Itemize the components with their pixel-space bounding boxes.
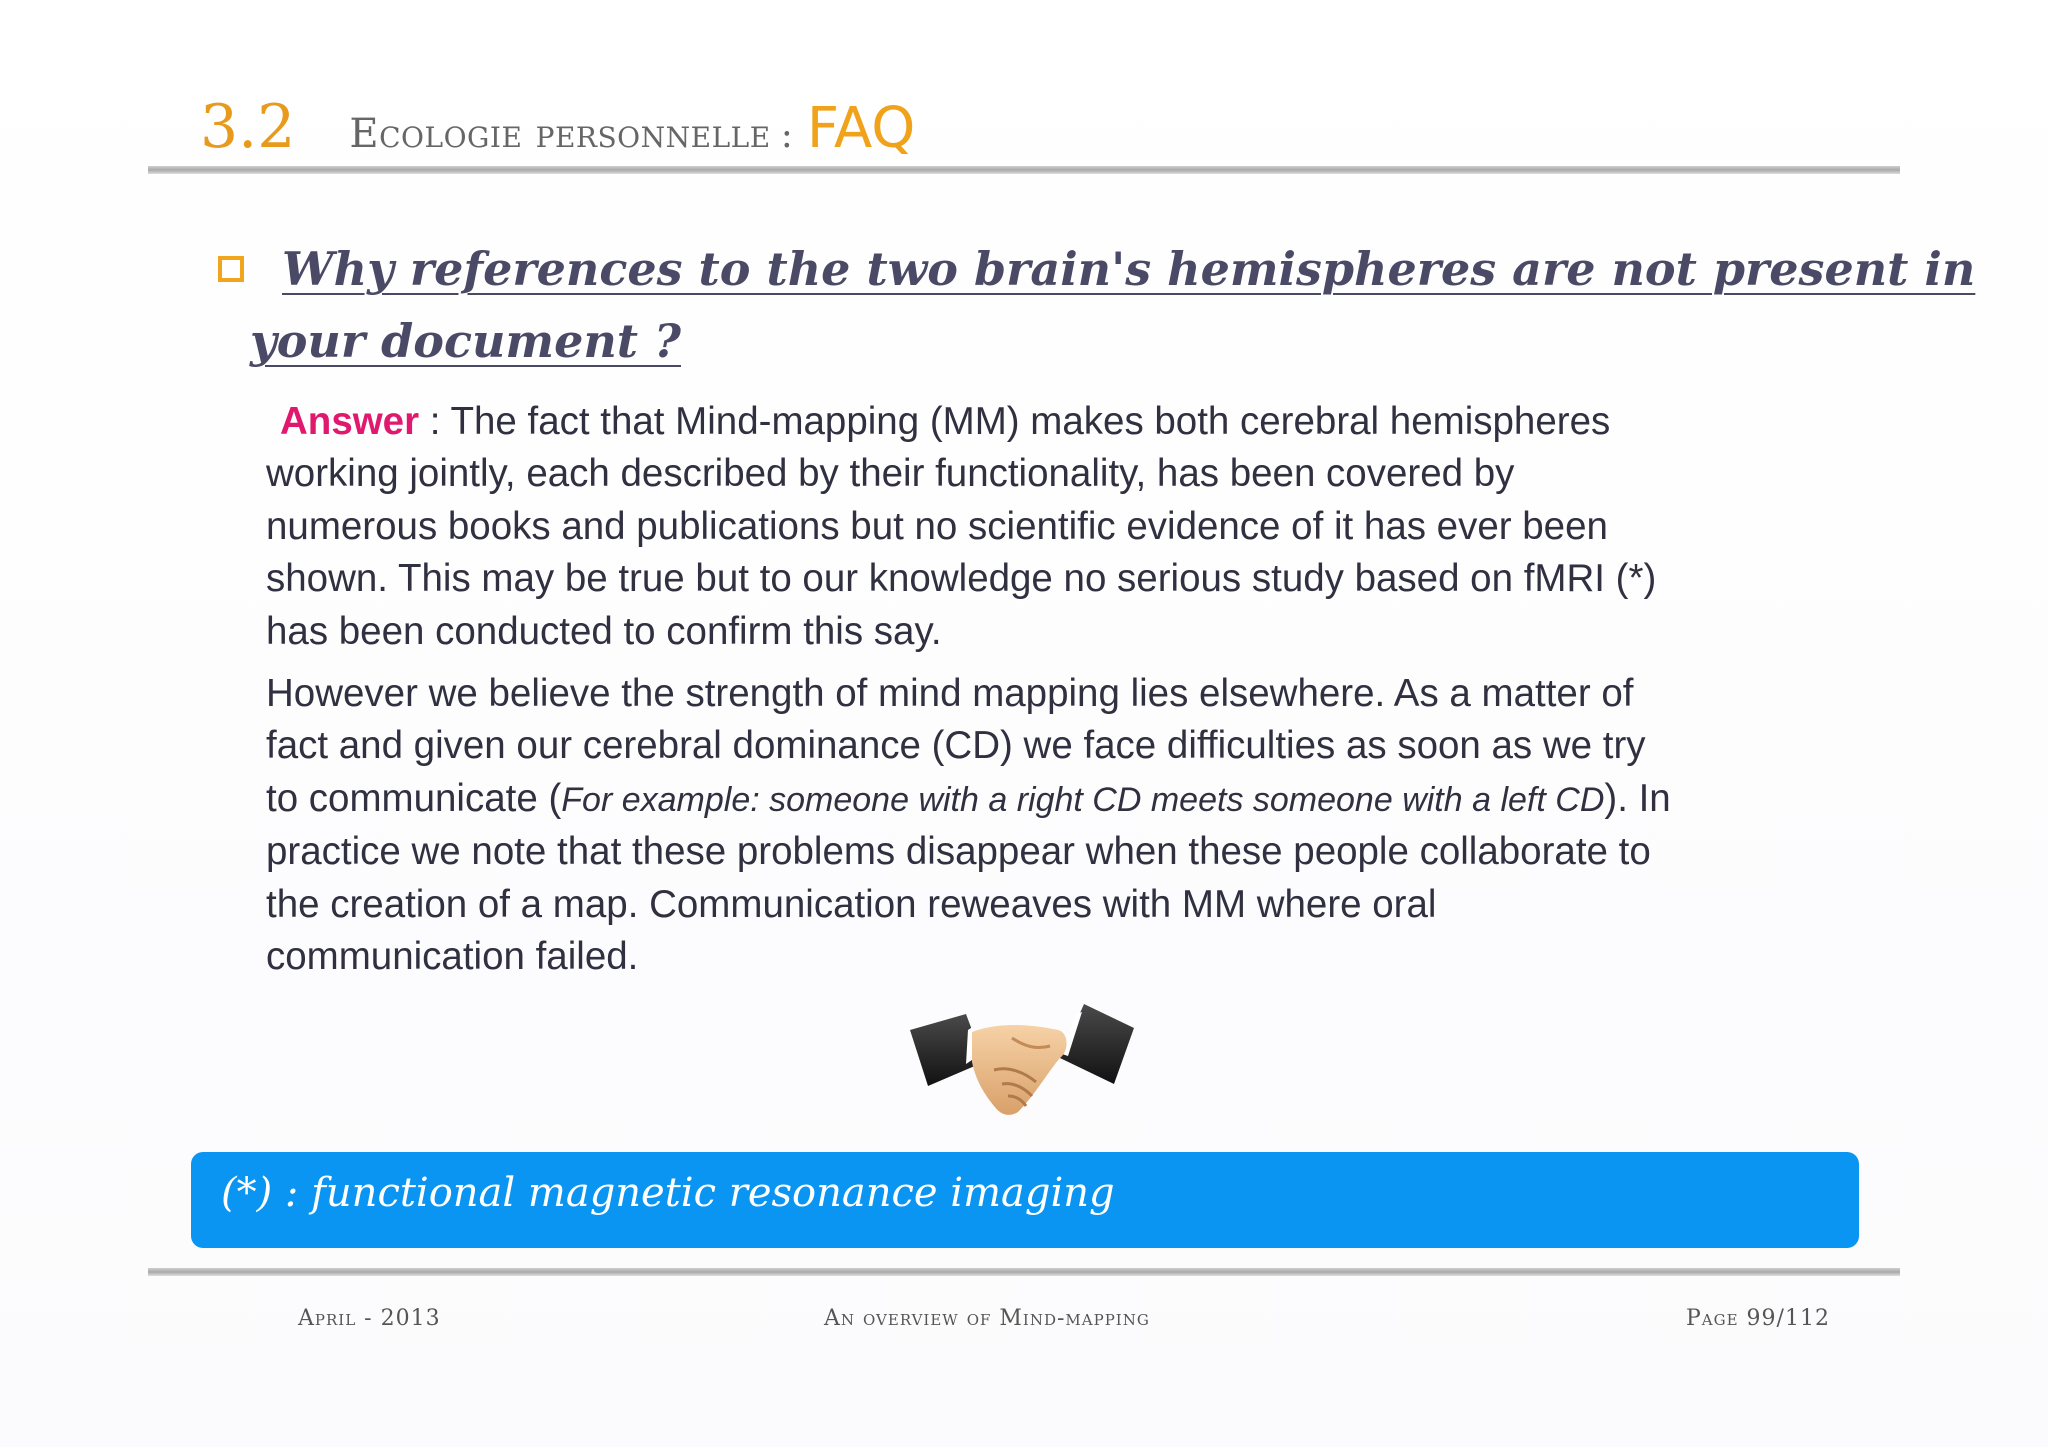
example-italic: For example: someone with a right CD meets someone with a left CD — [561, 780, 1605, 819]
section-title: Ecologie personnelle — [349, 111, 771, 157]
question-line-1: Why references to the two brain's hemispheres are not present in — [282, 242, 1976, 296]
answer-line: communication failed. — [266, 935, 639, 979]
answer-line: fact and given our cerebral dominance (CD) we face difficulties as soon as we try — [266, 724, 1646, 768]
footer-page-number: Page 99/112 — [1686, 1306, 1830, 1331]
question-line-2: your document ? — [250, 314, 682, 368]
answer-paragraph-2 — [266, 668, 1856, 983]
answer-line: has been conducted to confirm this say. — [266, 609, 942, 653]
faq-answer — [266, 396, 1856, 983]
footnote-banner — [191, 1152, 1859, 1248]
answer-line: working jointly, each described by their functionality, has been covered by — [266, 452, 1515, 496]
section-number: 3.2 — [200, 92, 296, 162]
answer-intro: : The fact that Mind-mapping (MM) makes both cerebral hemispheres — [419, 400, 1611, 443]
section-separator: : — [780, 115, 793, 156]
footer-divider — [148, 1268, 1900, 1276]
answer-line: However we believe the strength of mind mapping lies elsewhere. As a matter of — [266, 672, 1634, 716]
answer-line: numerous books and publications but no scientific evidence of it has ever been — [266, 504, 1608, 548]
answer-line: shown. This may be true but to our knowledge no serious study based on fMRI (*) — [266, 557, 1657, 601]
footnote-text: (*) : functional magnetic resonance imaging — [221, 1170, 1115, 1216]
section-tag: FAQ — [806, 96, 916, 161]
footer-title: An overview of Mind-mapping — [824, 1306, 1150, 1331]
answer-line: the creation of a map. Communication reweaves with MM where oral — [266, 882, 1437, 926]
answer-line-end: ). In — [1604, 776, 1671, 820]
checkbox-bullet-icon — [218, 256, 244, 282]
answer-label: Answer — [280, 400, 420, 443]
footer-date: April - 2013 — [298, 1306, 441, 1331]
header-divider — [148, 166, 1900, 174]
answer-line: practice we note that these problems disappear when these people collaborate to — [266, 830, 1651, 874]
handshake-icon — [908, 1000, 1136, 1118]
answer-paragraph-1 — [266, 396, 1856, 658]
answer-line-start: to communicate ( — [266, 776, 562, 820]
slide-header — [200, 92, 915, 172]
